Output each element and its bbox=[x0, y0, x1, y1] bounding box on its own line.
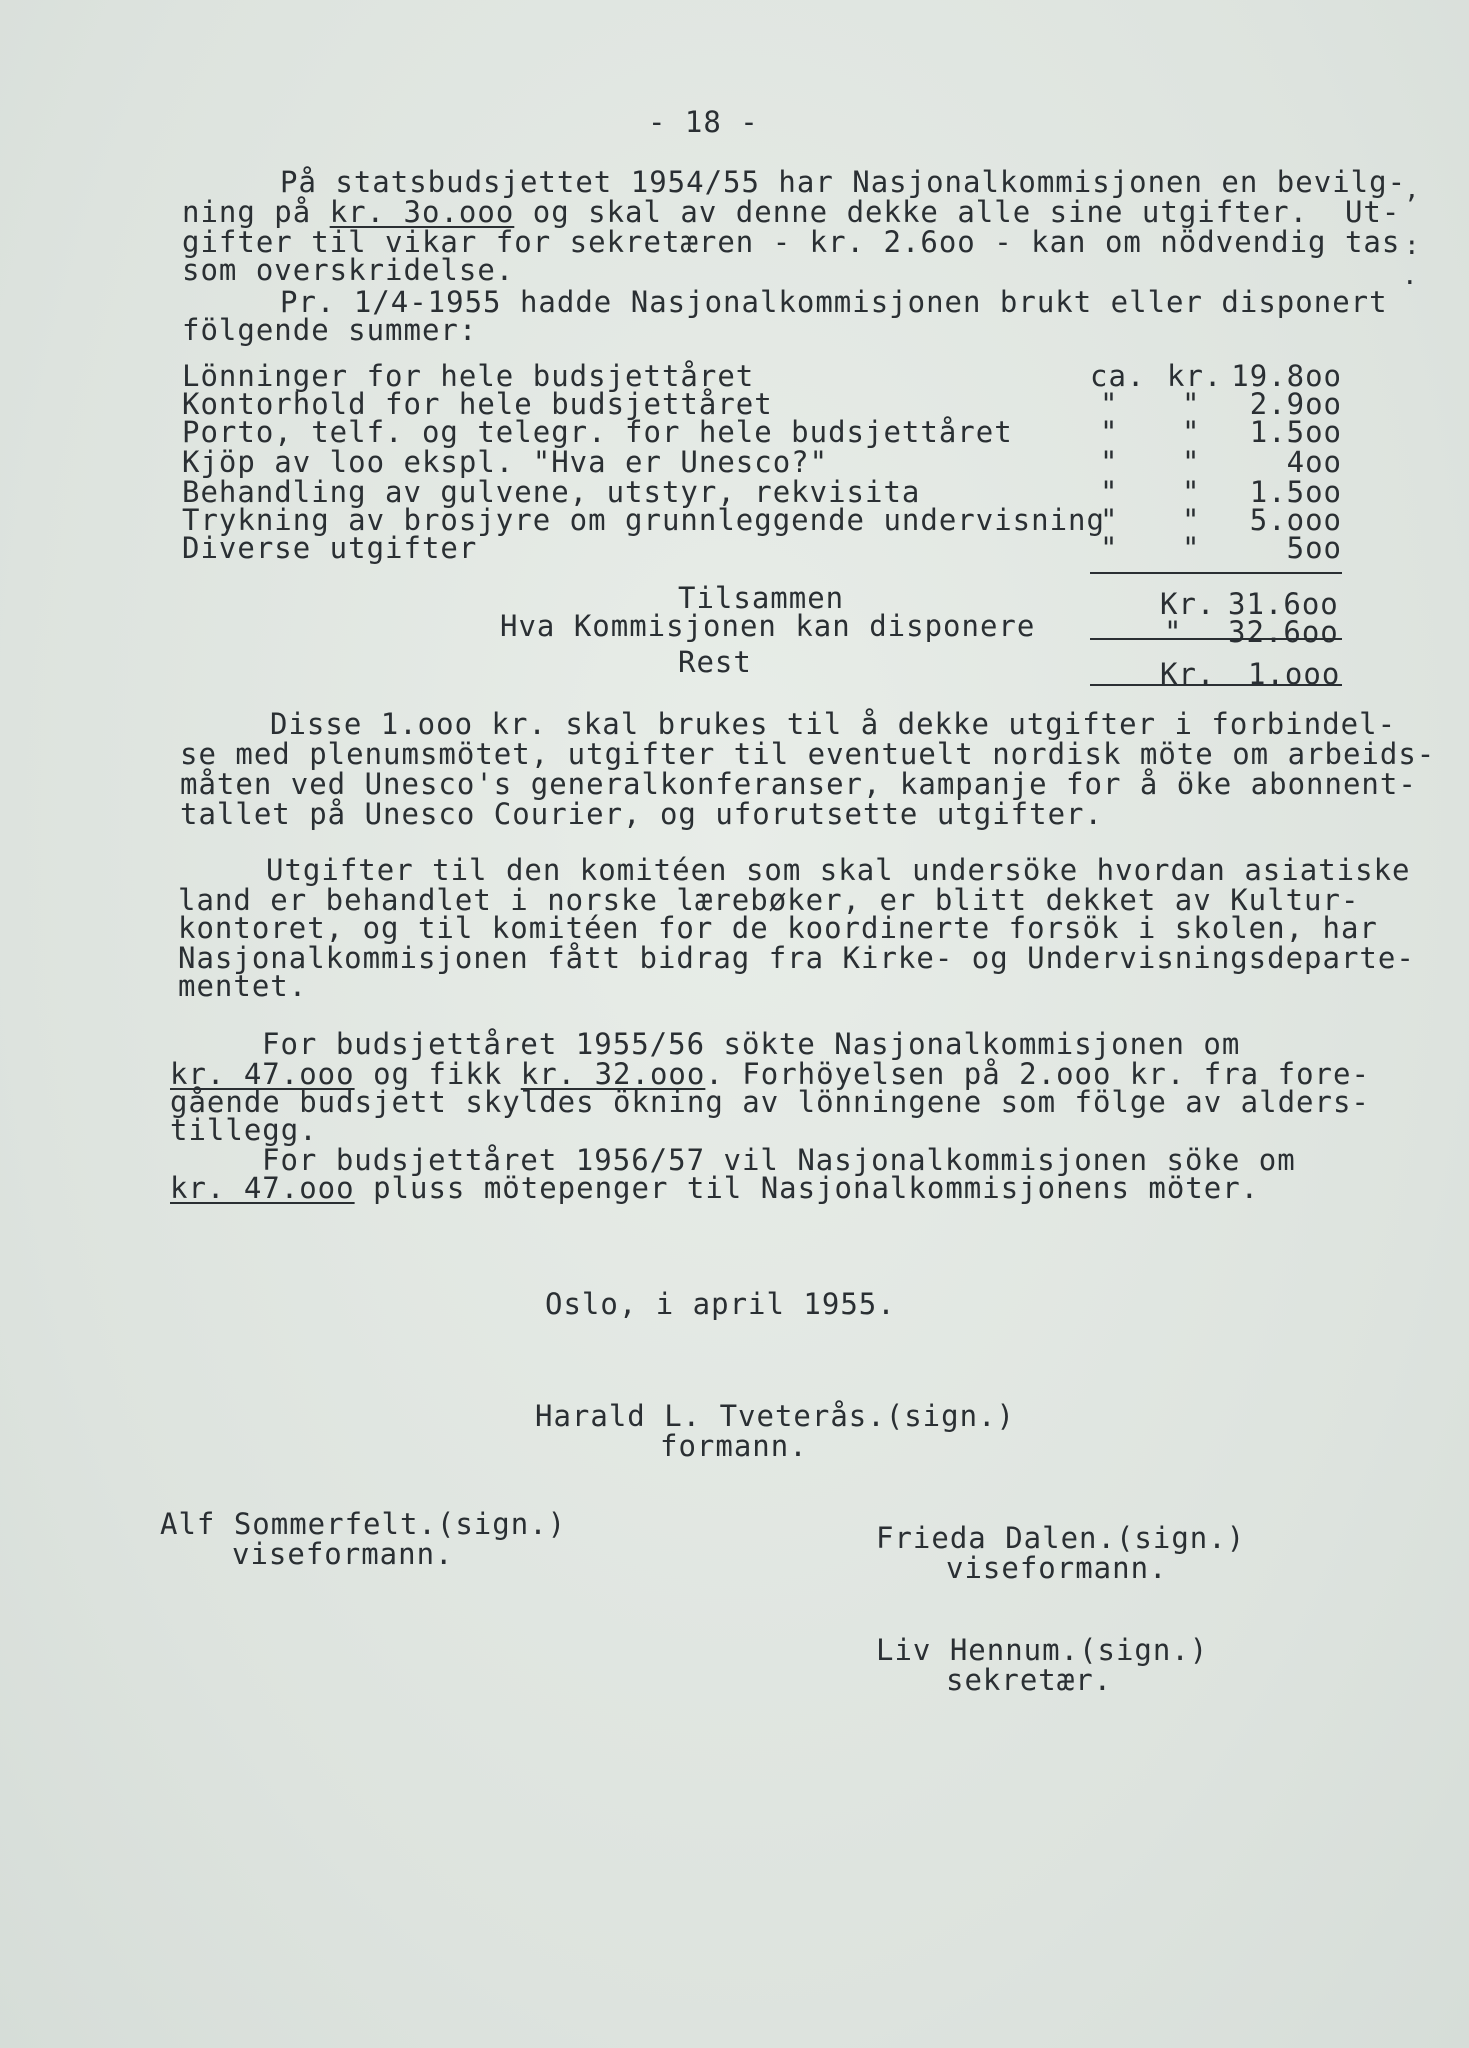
dispose-label: Hva Kommisjonen kan disponere bbox=[500, 609, 1036, 643]
para2-line-4: tallet på Unesco Courier, og uforutsette utgifter. bbox=[180, 797, 1103, 831]
para4-line-2: kr. 47.ooo og fikk kr. 32.ooo. Forhöyelsen på 2.ooo kr. fra fore- bbox=[170, 1057, 1370, 1091]
para2-line-2: se med plenumsmötet, utgifter til eventuelt nordisk möte om arbeids- bbox=[180, 737, 1436, 771]
requested-amount: kr. 47.ooo bbox=[170, 1057, 355, 1091]
total-kr: Kr. bbox=[1160, 587, 1216, 621]
granted-amount: kr. 32.ooo bbox=[520, 1057, 706, 1091]
subtotal-rule bbox=[1090, 572, 1342, 574]
future-request-amount: kr. 47.ooo bbox=[170, 1171, 355, 1205]
signature-vice1-role: viseformann. bbox=[232, 1537, 454, 1571]
dispose-rule bbox=[1090, 638, 1342, 640]
dispose-kr: " bbox=[1164, 615, 1183, 649]
budget-row: Behandling av gulvene, utstyr, rekvisita " " 1.5oo bbox=[182, 475, 1342, 509]
signature-secretary-role: sekretær. bbox=[946, 1663, 1113, 1697]
para3-line-5: mentet. bbox=[178, 969, 308, 1003]
intro-line-2: ning på kr. 3o.ooo og skal av denne dekke alle sine utgifter. Ut- bbox=[182, 195, 1401, 229]
budget-row: Porto, telf. og telegr. for hele budsjettåret " " 1.5oo bbox=[182, 415, 1342, 449]
total-amount: 31.6oo bbox=[1228, 587, 1339, 621]
rest-amount: 1.ooo bbox=[1248, 657, 1341, 691]
budget-row: Diverse utgifter " " 5oo bbox=[182, 531, 1342, 565]
margin-mark: . bbox=[1402, 261, 1419, 291]
grant-amount: kr. 3o.ooo bbox=[329, 195, 515, 229]
signature-vice2-role: viseformann. bbox=[946, 1551, 1168, 1585]
para3-line-3: kontoret, og til komitéen for de koordinerte forsök i skolen, har bbox=[178, 911, 1378, 945]
signature-vice2-name: Frieda Dalen.(sign.) bbox=[876, 1521, 1246, 1555]
total-label: Tilsammen bbox=[678, 581, 845, 615]
intro-line-4: som overskridelse. bbox=[182, 253, 515, 287]
para2-line-3: måten ved Unesco's generalkonferanser, kampanje for å öke abonnent- bbox=[180, 767, 1417, 801]
para3-line-4: Nasjonalkommisjonen fått bidrag fra Kirke- og Undervisningsdeparte- bbox=[178, 941, 1415, 975]
rest-label: Rest bbox=[678, 645, 752, 679]
page-number: - 18 - bbox=[648, 105, 759, 139]
signature-secretary-name: Liv Hennum.(sign.) bbox=[876, 1633, 1209, 1667]
para4-line-5: For budsjettåret 1956/57 vil Nasjonalkommisjonen söke om bbox=[262, 1143, 1296, 1177]
para3-line-1: Utgifter til den komitéen som skal undersöke hvordan asiatiske bbox=[266, 853, 1411, 887]
para4-line-6: kr. 47.ooo pluss mötepenger til Nasjonalkommisjonens möter. bbox=[170, 1171, 1260, 1205]
para2-line-1: Disse 1.ooo kr. skal brukes til å dekke utgifter i forbindel- bbox=[270, 707, 1397, 741]
para3-line-2: land er behandlet i norske lærebøker, er blitt dekket av Kultur- bbox=[178, 883, 1360, 917]
intro-line-6: fölgende summer: bbox=[182, 313, 478, 347]
intro-line-5: Pr. 1/4-1955 hadde Nasjonalkommisjonen brukt eller disponert bbox=[280, 285, 1388, 319]
place-date: Oslo, i april 1955. bbox=[545, 1287, 896, 1321]
margin-mark: , bbox=[1404, 175, 1421, 205]
budget-row: Kjöp av loo ekspl. "Hva er Unesco?" " " 4oo bbox=[182, 445, 1342, 479]
signature-chair-name: Harald L. Tveterås.(sign.) bbox=[535, 1399, 1015, 1433]
budget-row: Trykning av brosjyre om grunnleggende undervisning " " 5.ooo bbox=[182, 503, 1342, 537]
para4-line-3: gående budsjett skyldes ökning av lönningene som fölge av alders- bbox=[170, 1085, 1370, 1119]
intro-line-3: gifter til vikar for sekretæren - kr. 2.6oo - kan om nödvendig tas bbox=[182, 225, 1401, 259]
margin-mark: : bbox=[1404, 231, 1421, 261]
budget-row: Lönninger for hele budsjettåret ca. kr. 19.8oo bbox=[182, 359, 1342, 393]
rest-rule bbox=[1090, 684, 1342, 686]
budget-row: Kontorhold for hele budsjettåret " " 2.9oo bbox=[182, 387, 1342, 421]
para4-line-4: tillegg. bbox=[170, 1113, 318, 1147]
rest-kr: Kr. bbox=[1160, 657, 1216, 691]
dispose-amount: 32.6oo bbox=[1228, 615, 1339, 649]
signature-chair-role: formann. bbox=[660, 1429, 808, 1463]
signature-vice1-name: Alf Sommerfelt.(sign.) bbox=[160, 1507, 567, 1541]
intro-line-1: På statsbudsjettet 1954/55 har Nasjonalkommisjonen en bevilg- bbox=[280, 165, 1407, 199]
para4-line-1: For budsjettåret 1955/56 sökte Nasjonalkommisjonen om bbox=[262, 1027, 1241, 1061]
